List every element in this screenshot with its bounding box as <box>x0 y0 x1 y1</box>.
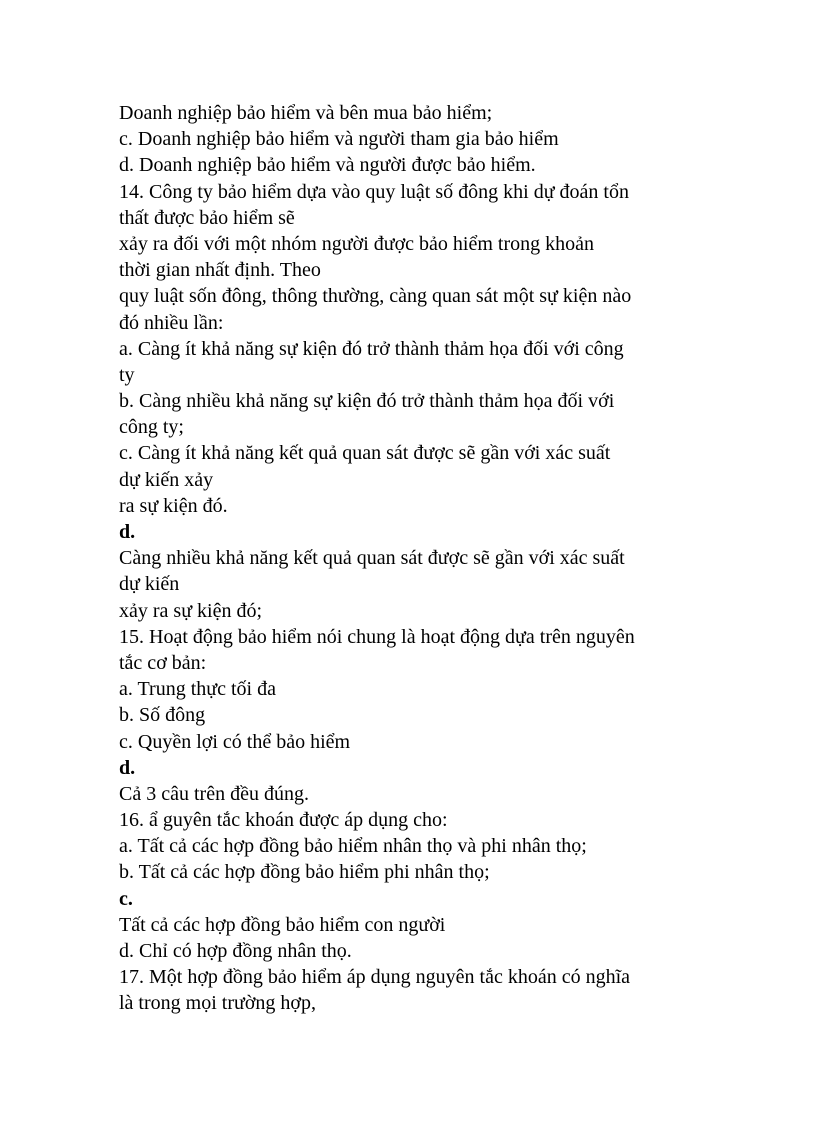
text-line: ra sự kiện đó. <box>119 494 228 517</box>
text-line: d. Doanh nghiệp bảo hiểm và người được bảo hiểm. <box>119 154 536 177</box>
answer-text-line: Cả 3 câu trên đều đúng. <box>119 782 309 805</box>
option-line: a. Tất cả các hợp đồng bảo hiểm nhân thọ và phi nhân thọ; <box>119 835 587 858</box>
text-line: công ty; <box>119 416 184 439</box>
text-line: tắc cơ bản: <box>119 651 207 674</box>
answer-label: d. <box>119 521 136 543</box>
answer-text-line: Tất cả các hợp đồng bảo hiểm con người <box>119 913 446 936</box>
option-line: a. Trung thực tối đa <box>119 678 276 701</box>
text-line: xảy ra đối với một nhóm người được bảo hiểm trong khoản <box>119 232 594 255</box>
answer-label: c. <box>119 887 133 910</box>
option-line: c. Quyền lợi có thể bảo hiểm <box>119 730 351 753</box>
text-line: ty <box>119 363 135 386</box>
option-line: b. Tất cả các hợp đồng bảo hiểm phi nhân thọ; <box>119 861 490 884</box>
answer-text-line: dự kiến <box>119 573 180 596</box>
text-line: là trong mọi trường hợp, <box>119 992 316 1015</box>
text-line: Doanh nghiệp bảo hiểm và bên mua bảo hiểm; <box>119 102 493 124</box>
question-14-line: 14. Công ty bảo hiểm dựa vào quy luật số đông khi dự đoán tổn <box>119 180 629 203</box>
question-15-line: 15. Hoạt động bảo hiểm nói chung là hoạt động dựa trên nguyên <box>119 625 635 648</box>
option-line: d. Chỉ có hợp đồng nhân thọ. <box>119 940 352 962</box>
text-line: c. Doanh nghiệp bảo hiểm và người tham gia bảo hiểm <box>119 128 559 151</box>
text-line: đó nhiều lần: <box>119 311 224 334</box>
text-line: quy luật sốn đông, thông thường, càng quan sát một sự kiện nào <box>119 285 632 308</box>
text-line: thời gian nhất định. Theo <box>119 259 321 282</box>
answer-text-line: Càng nhiều khả năng kết quả quan sát được sẽ gần với xác suất <box>119 547 625 570</box>
question-17-line: 17. Một hợp đồng bảo hiểm áp dụng nguyên tắc khoán có nghĩa <box>119 966 631 989</box>
option-line: c. Càng ít khả năng kết quả quan sát được sẽ gần với xác suất <box>119 442 611 465</box>
document-page <box>119 100 719 1017</box>
option-line: b. Càng nhiều khả năng sự kiện đó trở thành thảm họa đối với <box>119 390 615 413</box>
text-line: thất được bảo hiểm sẽ <box>119 206 295 229</box>
question-16-line: 16. ẩ guyên tắc khoán được áp dụng cho: <box>119 809 448 832</box>
answer-text-line: xảy ra sự kiện đó; <box>119 599 263 622</box>
option-line: b. Số đông <box>119 704 206 727</box>
text-line: dự kiến xảy <box>119 468 214 491</box>
answer-label: d. <box>119 756 136 779</box>
option-line: a. Càng ít khả năng sự kiện đó trở thành thảm họa đối với công <box>119 337 624 360</box>
